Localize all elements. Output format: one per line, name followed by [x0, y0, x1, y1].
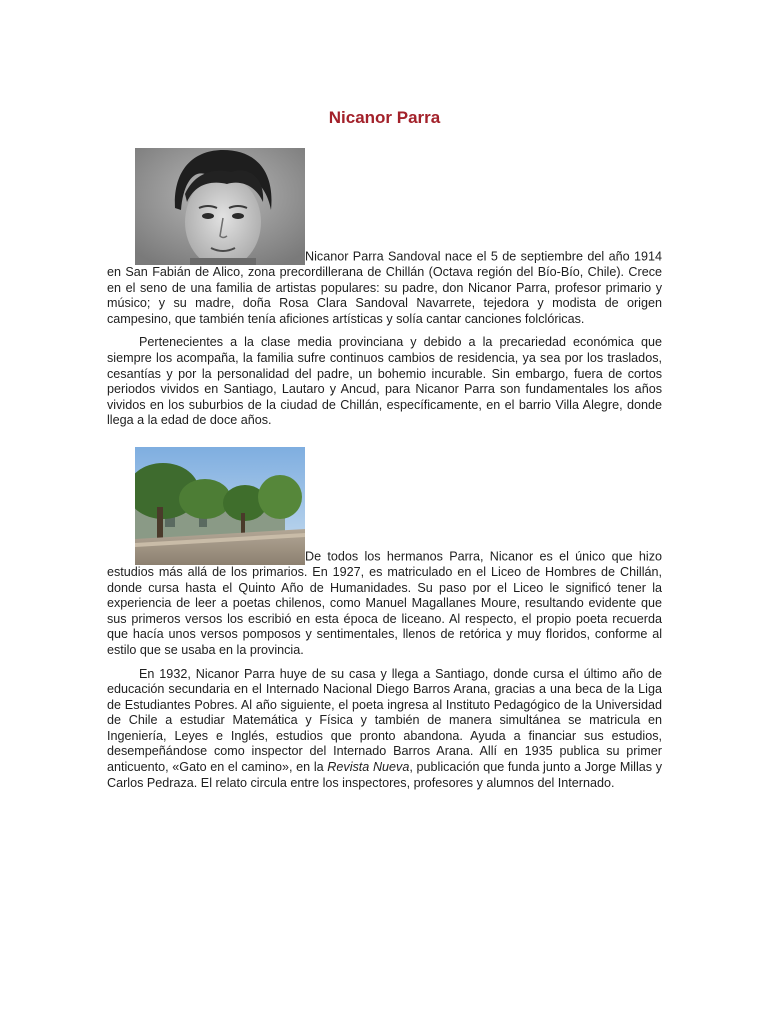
- page-title: Nicanor Parra: [328, 108, 441, 127]
- paragraph-3: [107, 447, 662, 659]
- street-photo: [135, 447, 305, 565]
- portrait-photo: [135, 148, 305, 265]
- paragraph-1-text: Nicanor Parra Sandoval nace el 5 de septiembre del año 1914 en San Fabián de Alico, zona precordillerana de Chillán (Octava región del Bío-Bío, Chile). Crece en el seno de una familia de artistas populares: su padre, don Nicanor Parra, profesor primario y músico; y su madre, doña Rosa Clara Sandoval Navarrete, tejedora y modista de origen campesino, que también tenía aficiones artísticas y solía cantar canciones folclóricas.: [107, 249, 662, 326]
- document-page: [107, 0, 662, 791]
- paragraph-1: [107, 148, 662, 327]
- paragraph-4-text-start: En 1932, Nicanor Parra huye de su casa y llega a Santiago, donde cursa el último año de educación secundaria en el Internado Nacional Diego Barros Arana, gracias a una beca de la Liga de Estudiantes Pobres. Al año siguiente, el poeta ingresa al Instituto Pedagógico de la Universidad de Chile a estudiar Matemática y Física y también de manera simultánea se matricula en Ingeniería, Leyes e Inglés, estudios que pronto abandona. Ayuda a financiar sus estudios, desempeñándose como inspector del Internado Barros Arana. Allí en 1935 publica su primer anticuento, «Gato en el camino», en la: [107, 666, 662, 775]
- paragraph-4: [107, 667, 662, 792]
- paragraph-4-text-end: , publicación que funda junto a Jorge Millas y Carlos Pedraza. El relato circula entre los inspectores, profesores y alumnos del Internado.: [107, 760, 662, 790]
- paragraph-2: Pertenecientes a la clase media provinciana y debido a la precariedad económica que siempre los acompaña, la familia sufre continuos cambios de residencia, ya sea por los traslados, cesantías y por la personalidad del padre, un bohemio incurable. Sin embargo, fuera de cortos periodos vividos en Santiago, Lautaro y Ancud, para Nicanor Parra son fundamentales los años vividos en los suburbios de la ciudad de Chillán, específicamente, en el barrio Villa Alegre, donde llega a la edad de doce años.: [107, 335, 662, 428]
- magazine-title: Revista Nueva: [327, 760, 410, 775]
- paragraph-3-text: De todos los hermanos Parra, Nicanor es el único que hizo estudios más allá de los primarios. En 1927, es matriculado en el Liceo de Hombres de Chillán, donde cursa hasta el Quinto Año de Humanidades. Su paso por el Liceo le significó tener la experiencia de leer a poetas chilenos, como Manuel Magallanes Moure, resultando evidente que sus primeros versos los escribió en esta época de liceano. Al respecto, el propio poeta recuerda que hacía unos versos pomposos y sentimentales, llenos de retórica y muy floridos, conforme al estilo que se usaba en la provincia.: [107, 549, 662, 657]
